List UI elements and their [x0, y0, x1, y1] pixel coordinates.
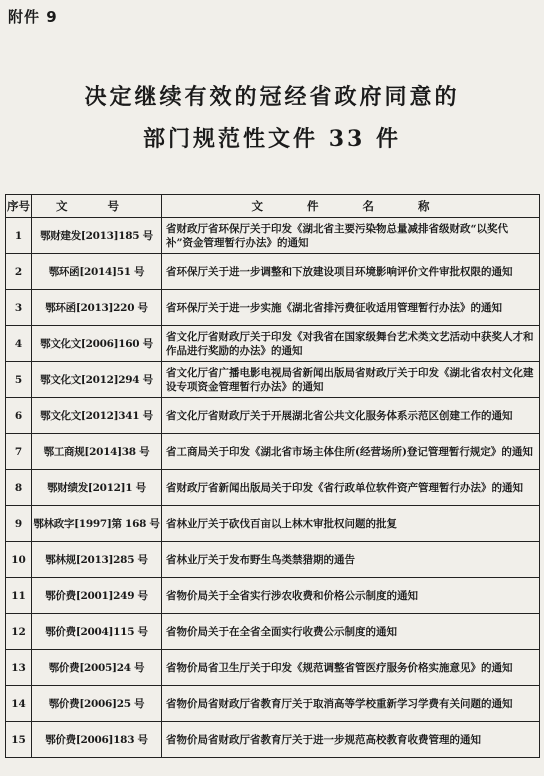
row-number: 12 [6, 614, 32, 650]
row-doc-name: 省物价局省卫生厅关于印发《规范调整省管医疗服务价格实施意见》的通知 [162, 650, 540, 686]
row-number: 11 [6, 578, 32, 614]
table-row [6, 542, 540, 578]
row-doc-number: 鄂文化文[2012]341 号 [32, 398, 162, 434]
row-doc-name: 省文化厅省广播电影电视局省新闻出版局省财政厅关于印发《湖北省农村文化建设专项资金管理暂行办法》的通知 [162, 362, 540, 398]
row-number: 15 [6, 722, 32, 758]
row-doc-name: 省文化厅省财政厅关于印发《对我省在国家级舞台艺术类文艺活动中获奖人才和作品进行奖励的办法》的通知 [162, 326, 540, 362]
header-doc-number: 文 号 [32, 195, 162, 218]
header-number: 序号 [6, 195, 32, 218]
row-number: 14 [6, 686, 32, 722]
table-row [6, 290, 540, 326]
table-row [6, 722, 540, 758]
row-number: 4 [6, 326, 32, 362]
row-doc-name: 省林业厅关于发布野生鸟类禁猎期的通告 [162, 542, 540, 578]
row-doc-name: 省物价局关于在全省全面实行收费公示制度的通知 [162, 614, 540, 650]
row-number: 3 [6, 290, 32, 326]
table-row [6, 650, 540, 686]
row-number: 10 [6, 542, 32, 578]
page-title-line1: 决定继续有效的冠经省政府同意的 [84, 84, 460, 110]
row-doc-number: 鄂价费[2001]249 号 [32, 578, 162, 614]
row-number: 1 [6, 218, 32, 254]
row-doc-name: 省林业厅关于砍伐百亩以上林木审批权问题的批复 [162, 506, 540, 542]
table-header-row [6, 195, 540, 218]
row-doc-number: 鄂林规[2013]285 号 [32, 542, 162, 578]
row-doc-number: 鄂文化文[2012]294 号 [32, 362, 162, 398]
row-doc-number: 鄂财建发[2013]185 号 [32, 218, 162, 254]
row-doc-name: 省环保厅关于进一步实施《湖北省排污费征收适用管理暂行办法》的通知 [162, 290, 540, 326]
header-doc-name: 文 件 名 称 [162, 195, 540, 218]
row-doc-number: 鄂环函[2013]220 号 [32, 290, 162, 326]
row-doc-name: 省财政厅省环保厅关于印发《湖北省主要污染物总量减排省级财政“以奖代补”资金管理暂行办法》的通知 [162, 218, 540, 254]
row-number: 8 [6, 470, 32, 506]
table-row [6, 470, 540, 506]
row-doc-number: 鄂价费[2006]183 号 [32, 722, 162, 758]
row-doc-name: 省环保厅关于进一步调整和下放建设项目环境影响评价文件审批权限的通知 [162, 254, 540, 290]
page-title-line2: 部门规范性文件 33 件 [143, 126, 401, 152]
table-row [6, 686, 540, 722]
row-doc-name: 省财政厅省新闻出版局关于印发《省行政单位软件资产管理暂行办法》的通知 [162, 470, 540, 506]
document-table [5, 194, 540, 758]
row-doc-number: 鄂价费[2006]25 号 [32, 686, 162, 722]
row-doc-name: 省物价局省财政厅省教育厅关于进一步规范高校教育收费管理的通知 [162, 722, 540, 758]
row-doc-number: 鄂财绩发[2012]1 号 [32, 470, 162, 506]
row-doc-number: 鄂工商规[2014]38 号 [32, 434, 162, 470]
row-doc-name: 省工商局关于印发《湖北省市场主体住所(经营场所)登记管理暂行规定》的通知 [162, 434, 540, 470]
row-doc-name: 省物价局关于全省实行涉农收费和价格公示制度的通知 [162, 578, 540, 614]
row-number: 6 [6, 398, 32, 434]
table-row [6, 398, 540, 434]
row-number: 9 [6, 506, 32, 542]
row-number: 13 [6, 650, 32, 686]
table-row [6, 434, 540, 470]
table-row [6, 578, 540, 614]
table-row [6, 362, 540, 398]
row-doc-number: 鄂价费[2005]24 号 [32, 650, 162, 686]
row-doc-number: 鄂文化文[2006]160 号 [32, 326, 162, 362]
row-doc-name: 省文化厅省财政厅关于开展湖北省公共文化服务体系示范区创建工作的通知 [162, 398, 540, 434]
row-number: 5 [6, 362, 32, 398]
table-row [6, 326, 540, 362]
table-row [6, 614, 540, 650]
row-doc-number: 鄂环函[2014]51 号 [32, 254, 162, 290]
table-row [6, 506, 540, 542]
table-row [6, 254, 540, 290]
row-doc-number: 鄂林政字[1997]第 168 号 [32, 506, 162, 542]
row-number: 2 [6, 254, 32, 290]
attachment-label: 附件 9 [8, 8, 58, 26]
row-doc-number: 鄂价费[2004]115 号 [32, 614, 162, 650]
row-doc-name: 省物价局省财政厅省教育厅关于取消高等学校重新学习学费有关问题的通知 [162, 686, 540, 722]
row-number: 7 [6, 434, 32, 470]
table-row [6, 218, 540, 254]
